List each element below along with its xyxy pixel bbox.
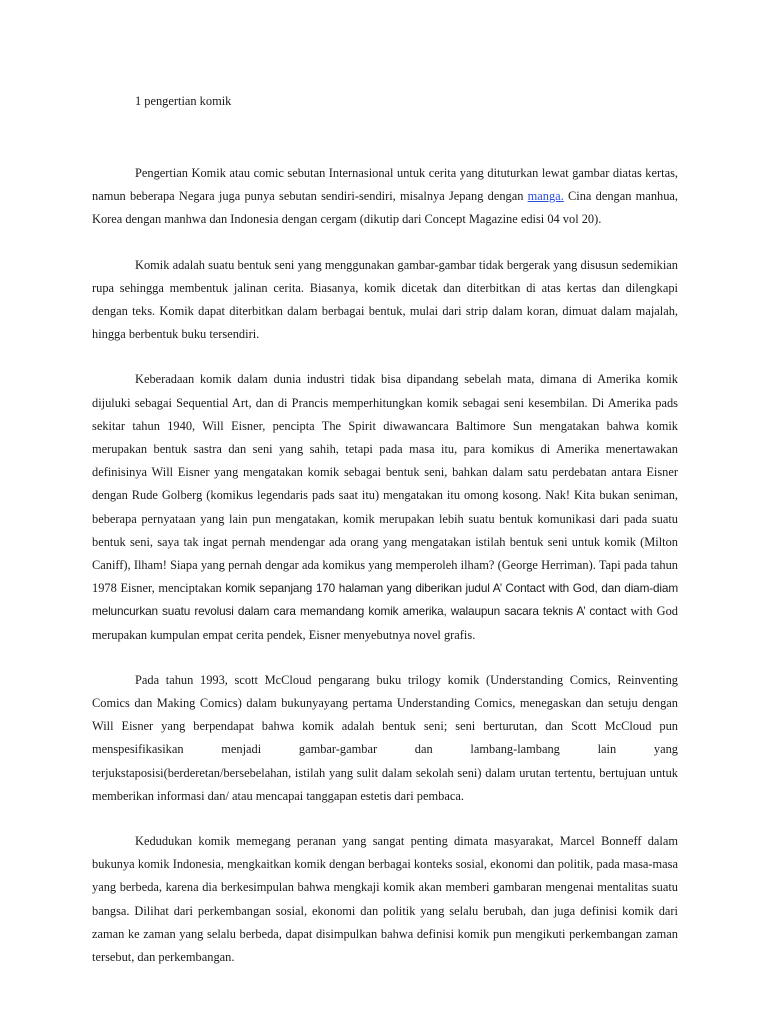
paragraph-1-text-before-link: Pengertian Komik atau comic sebutan Internasional untuk cerita yang dituturkan lewat gambar diatas kertas, namun beberapa Negara juga punya sebutan sendiri-sendiri, misalnya Jepang dengan — [92, 166, 678, 204]
paragraph-2: Komik adalah suatu bentuk seni yang menggunakan gambar-gambar tidak bergerak yang disusun sedemikian rupa sehingga membentuk jalinan cerita. Biasanya, komik dicetak dan diterbitkan di atas kertas dan dilengkapi dengan teks. Komik dapat diterbitkan dalam berbagai bentuk, mulai dari strip dalam koran, dimuat dalam majalah, hingga berbentuk buku tersendiri. — [92, 257, 678, 342]
paragraph-3-alt-font-text: komik sepanjang 170 halaman yang diberikan judul A’ Contact with God, dan diam-diam meluncurkan suatu revolusi dalam cara memandang komik amerika, walaupun sacara teknis A’ contact — [92, 581, 678, 619]
paragraph-4 — [92, 669, 678, 808]
paragraph-3 — [92, 368, 678, 646]
paragraph-3-text-start: Keberadaan komik dalam dunia industri tidak bisa dipandang sebelah mata, dimana di Amerika komik dijuluki sebagai Sequential Art, dan di Prancis memperhitungkan komik sebagai seni kesembilan. Di Amerika pads sekitar tahun 1940, Will Eisner, pencipta The Spirit diwawancara Baltimore Sun mengatakan bahwa komik merupakan bentuk sastra dan seni yang sahih, tetapi pada masa itu, para komikus di Amerika menertawakan definisinya Will Eisner yang mengatakan komik sebagai bentuk seni, bahkan dalam satu perdebatan antara Eisner dengan Rude Golberg (komikus legendaris pads saat itu) mengatakan itu omong kosong. Nak! Kita bukan seniman, beberapa pernyataan yang lain pun mengatakan, komik merupakan lebih suatu bentuk komunikasi dari pada suatu bentuk seni, saya tak ingat pernah mendengar ada orang yang mengatakan istilah bentuk seni untuk komik (Milton Caniff), Ilham! Siapa yang pernah dengar ada komikus yang memperoleh ilham? (George Herriman). Tapi pada tahun 1978 Eisner, menciptakan — [92, 372, 678, 596]
manga-link[interactable]: manga. — [527, 189, 564, 204]
paragraph-4-text-tail: terjukstaposisi(berderetan/bersebelahan, istilah yang sulit dalam sekolah seni) dalam urutan tertentu, bertujuan untuk memberikan informasi dan/ atau mencapai tanggapan estetis dari pembaca. — [92, 765, 678, 803]
paragraph-4-text-main: Pada tahun 1993, scott McCloud pengarang buku trilogy komik (Understanding Comics, Reinventing Comics dan Making Comics) dalam bukunyayang pertama Understanding Comics, menegaskan dan setuju dengan Will Eisner yang berpendapat bahwa komik adalah bentuk seni; seni berturutan, dan Scott McCloud pun menspesifikasikan menjadi gambar-gambar dan lambang-lambang lain yang — [92, 672, 678, 757]
paragraph-3-text-end: with God merupakan kumpulan empat cerita pendek, Eisner menyebutnya novel grafis. — [92, 604, 678, 642]
paragraph-1-text-after-link: Cina dengan manhua, Korea dengan manhwa dan Indonesia dengan cergam (dikutip dari Concept Magazine edisi 04 vol 20). — [92, 189, 678, 227]
section-heading: 1 pengertian komik — [135, 94, 232, 108]
paragraph-5: Kedudukan komik memegang peranan yang sangat penting dimata masyarakat, Marcel Bonneff dalam bukunya komik Indonesia, mengkaitkan komik dengan berbagai konteks sosial, ekonomi dan politik, pada masa-masa yang berbeda, karena dia berkesimpulan bahwa mengkaji komik akan memberi gambaran mengenai mentalitas suatu bangsa. Dilihat dari perkembangan sosial, ekonomi dan politik yang selalu berubah, dan juga definisi komik dari zaman ke zaman yang selalu berbeda, dapat disimpulkan bahwa definisi komik pun mengikuti perkembangan zaman tersebut, dan perkembangan. — [92, 834, 678, 965]
paragraph-1 — [92, 162, 678, 232]
document-body — [92, 162, 678, 991]
